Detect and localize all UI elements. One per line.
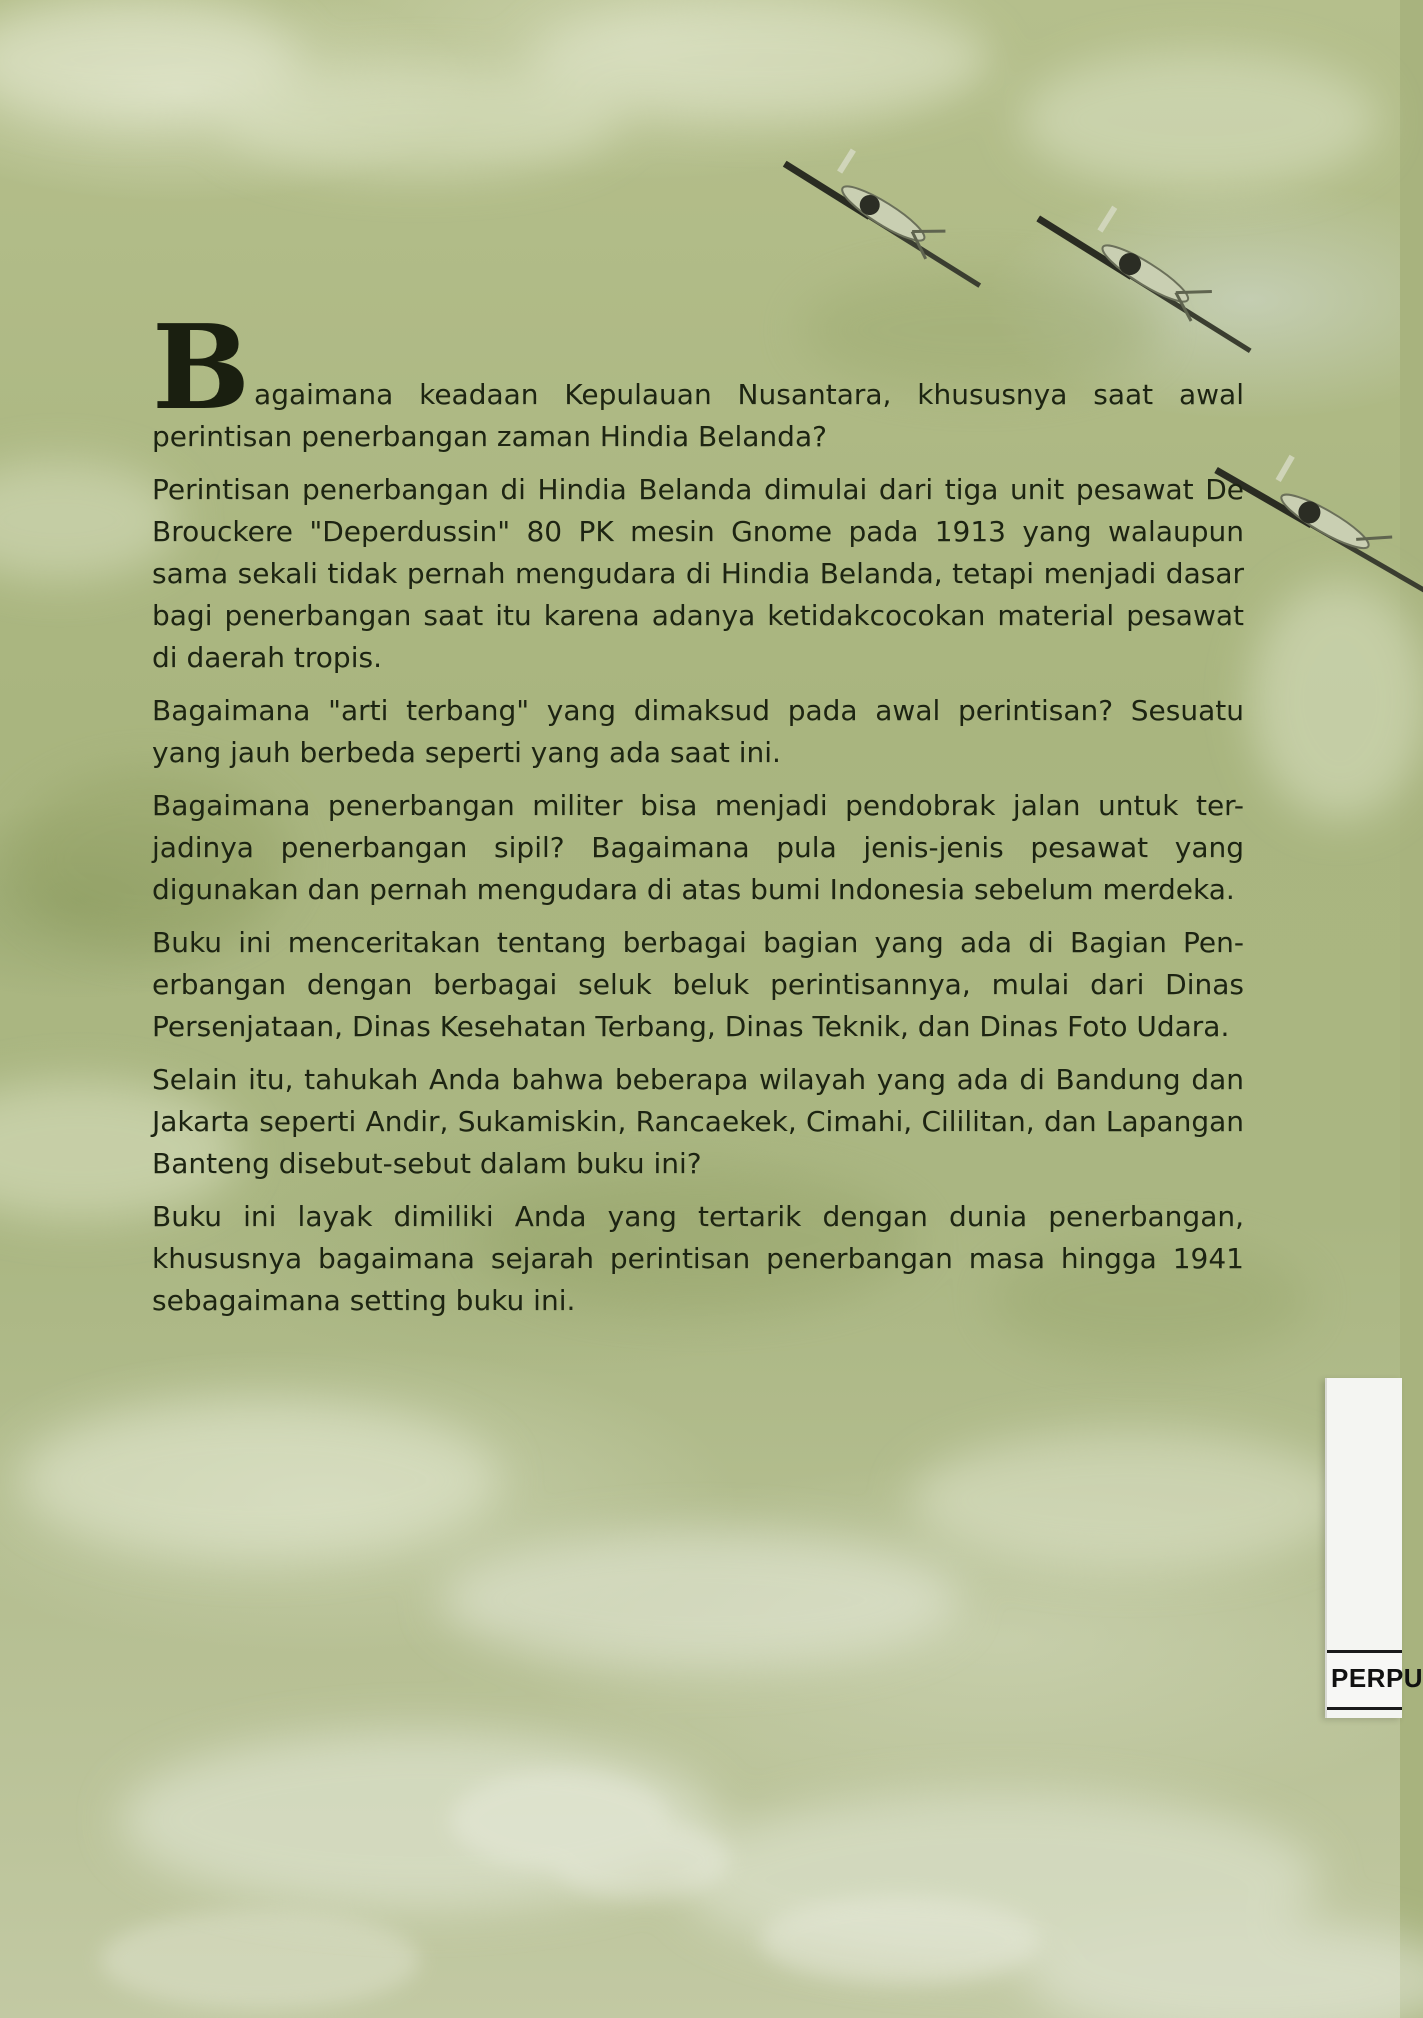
library-label-bar (1327, 1650, 1423, 1710)
intro-paragraph (152, 300, 1244, 458)
blurb-text-block (152, 300, 1244, 1333)
drop-cap: B (152, 300, 251, 436)
paragraph-history: Perintisan penerbangan di Hindia Belanda dimulai dari tiga unit pesawat De Brouckere "Deperdussin" 80 PK mesin Gnome pada 1913 yang walaupun sama sekali tidak pernah mengudara di Hindia Belanda, tetapi menjadi dasar bagi penerbangan saat itu karena adanya ketidakcocokan material pesawat di daerah tropis. (152, 473, 1244, 674)
propeller-airplane-icon (782, 123, 1006, 291)
paragraph-locations: Selain itu, tahukah Anda bahwa beberapa wilayah yang ada di Bandung dan Jakarta seperti Andir, Sukamiskin, Rancaekek, Cimahi, Cililitan, dan Lapangan Banteng disebut-sebut dalam buku ini? (152, 1063, 1244, 1180)
paragraph-recommendation: Buku ini layak dimiliki Anda yang tertarik dengan dunia penerbangan, khususnya bagaimana sejarah perintisan penerbangan masa hingga 1941 sebagaimana setting buku ini. (152, 1200, 1244, 1317)
paragraph-arti-terbang: Bagaimana "arti terbang" yang dimaksud pada awal perintisan? Sesuatu yang jauh berbeda seperti yang ada saat ini. (152, 694, 1244, 769)
paragraph-military-aviation: Bagaimana penerbangan militer bisa menjadi pendobrak jalan untuk ter-jadinya penerbangan sipil? Bagaimana pula jenis-jenis pesawat yang digunakan dan pernah mengudara di atas bumi Indonesia sebelum merdeka. (152, 789, 1244, 906)
library-label-sticker (1325, 1378, 1423, 1718)
library-label-text: PERPU (1331, 1663, 1423, 1693)
intro-text: agaimana keadaan Kepulauan Nusantara, khususnya saat awal perintisan penerbangan zaman Hindia Belanda? (152, 378, 1244, 453)
paragraph-book-contents: Buku ini menceritakan tentang berbagai bagian yang ada di Bagian Pen-erbangan dengan berbagai seluk beluk perintisannya, mulai dari Dinas Persenjataan, Dinas Kesehatan Terbang, Dinas Teknik, dan Dinas Foto Udara. (152, 926, 1244, 1043)
propeller-airplane-icon (1035, 176, 1277, 356)
propeller-airplane-icon (1216, 427, 1423, 596)
